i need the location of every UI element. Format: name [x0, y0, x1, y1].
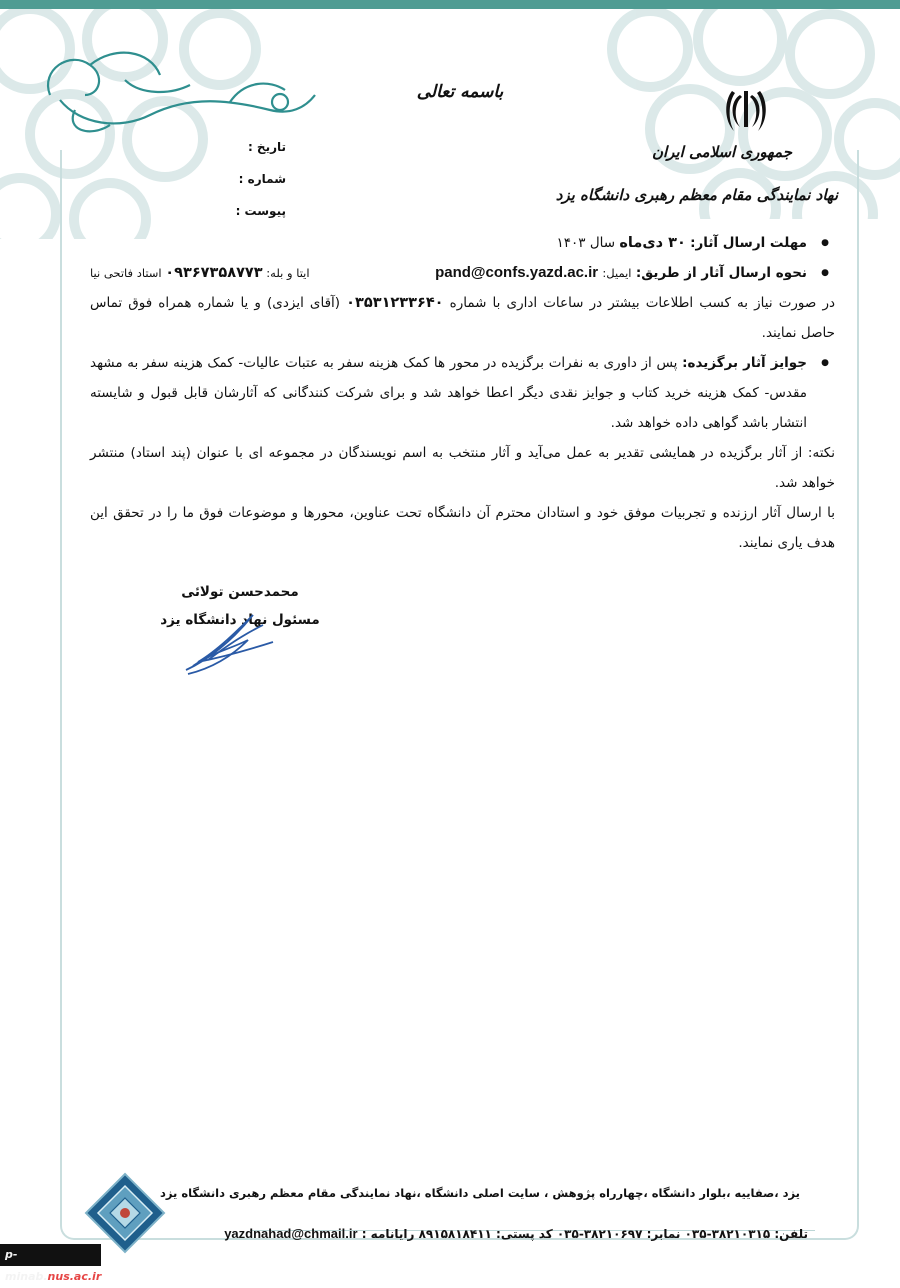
deadline-year: سال ۱۴۰۳ — [556, 235, 616, 251]
note-paragraph: نکته: از آثار برگزیده در همایشی تقدیر به عمل می‌آید و آثار منتخب به اسم نویسندگان در مجموعه ای با عنوان (پند استاد) منتشر خواهد شد. — [90, 445, 835, 491]
info-paragraph — [90, 288, 835, 348]
footer-address: یزد ،صفاییه ،بلوار دانشگاه ،چهارراه پژوهش ، سایت اصلی دانشگاه ،نهاد نمایندگی مقام معظم رهبری دانشگاه یزد — [159, 1186, 800, 1200]
contact-name: استاد فاتحی نیا — [90, 266, 162, 280]
send-method-item — [90, 258, 835, 288]
tile-ornament-icon — [84, 1172, 166, 1254]
date-label: تاریخ : — [247, 140, 286, 154]
prizes-label: جوایز آثار برگزیده: — [682, 355, 807, 371]
deadline-item — [90, 228, 835, 258]
info-text-after: (آقای ایزدی) و یا شماره همراه فوق تماس حاصل نمایند. — [90, 295, 835, 341]
eitaa-label: ایتا و بله: — [266, 266, 310, 280]
submission-email: pand@confs.yazd.ac.ir — [435, 264, 599, 281]
signer-title: مسئول نهاد دانشگاه یزد — [160, 612, 320, 628]
number-label: شماره : — [238, 172, 286, 186]
org-line-office: نهاد نمایندگی مقام معظم رهبری دانشگاه یزد — [555, 186, 838, 204]
prizes-text: پس از داوری به نفرات برگزیده در محور ها کمک هزینه سفر به عتبات عالیات- کمک هزینه سفر به مشهد مقدس- کمک هزینه خرید کتاب و جوایز نقدی دیگر اعطا خواهد شد و برای شرکت کنندگانی که آثارشان قابل قبول و شایسته انتشار باشد گواهی داده خواهد شد. — [90, 355, 807, 431]
floral-ornament-icon — [30, 40, 320, 140]
source-watermark — [0, 1244, 102, 1283]
closing-paragraph: با ارسال آثار ارزنده و تجربیات موفق خود و استادان محترم آن دانشگاه تحت عناوین، محورها و موضوعات فوق ما را در تحقق این هدف یاری نمایند. — [90, 505, 835, 551]
deadline-value: ۳۰ دی‌ماه — [619, 235, 686, 251]
signer-name: محمدحسن تولائی — [181, 584, 299, 600]
footer-contacts-text: تلفن: ۳۸۲۱۰۳۱۵-۰۳۵ نمابر: ۳۸۲۱۰۶۹۷-۰۳۵ کد پستی: ۸۹۱۵۸۱۸۴۱۱ رایانامه : — [361, 1227, 808, 1241]
org-line-country: جمهوری اسلامی ایران — [651, 143, 792, 161]
handwritten-signature-icon — [178, 600, 278, 680]
watermark-highlight: nus.ac.ir — [47, 1270, 102, 1283]
footer-email: yazdnahad@chmail.ir — [224, 1226, 358, 1241]
send-method-label: نحوه ارسال آثار از طریق: — [635, 265, 807, 281]
prizes-item — [90, 348, 835, 438]
info-text-before: در صورت نیاز به کسب اطلاعات بیشتر در ساعات اداری با شماره — [449, 295, 835, 311]
footer-contacts — [224, 1226, 808, 1241]
attachment-label: پیوست : — [235, 204, 286, 218]
watermark-prefix: p-minab. — [5, 1248, 48, 1283]
iran-emblem-icon — [722, 85, 770, 135]
top-accent-bar — [0, 0, 900, 9]
bismillah-heading: باسمه تعالی — [416, 82, 504, 102]
email-label: ایمیل: — [602, 266, 632, 280]
deadline-label: مهلت ارسال آثار: — [690, 235, 807, 251]
office-phone: ۰۳۵۳۱۲۳۳۶۴۰ — [346, 295, 444, 311]
letter-body — [90, 228, 835, 558]
contact-phone: ۰۹۳۶۷۳۵۸۷۷۳ — [165, 265, 263, 281]
